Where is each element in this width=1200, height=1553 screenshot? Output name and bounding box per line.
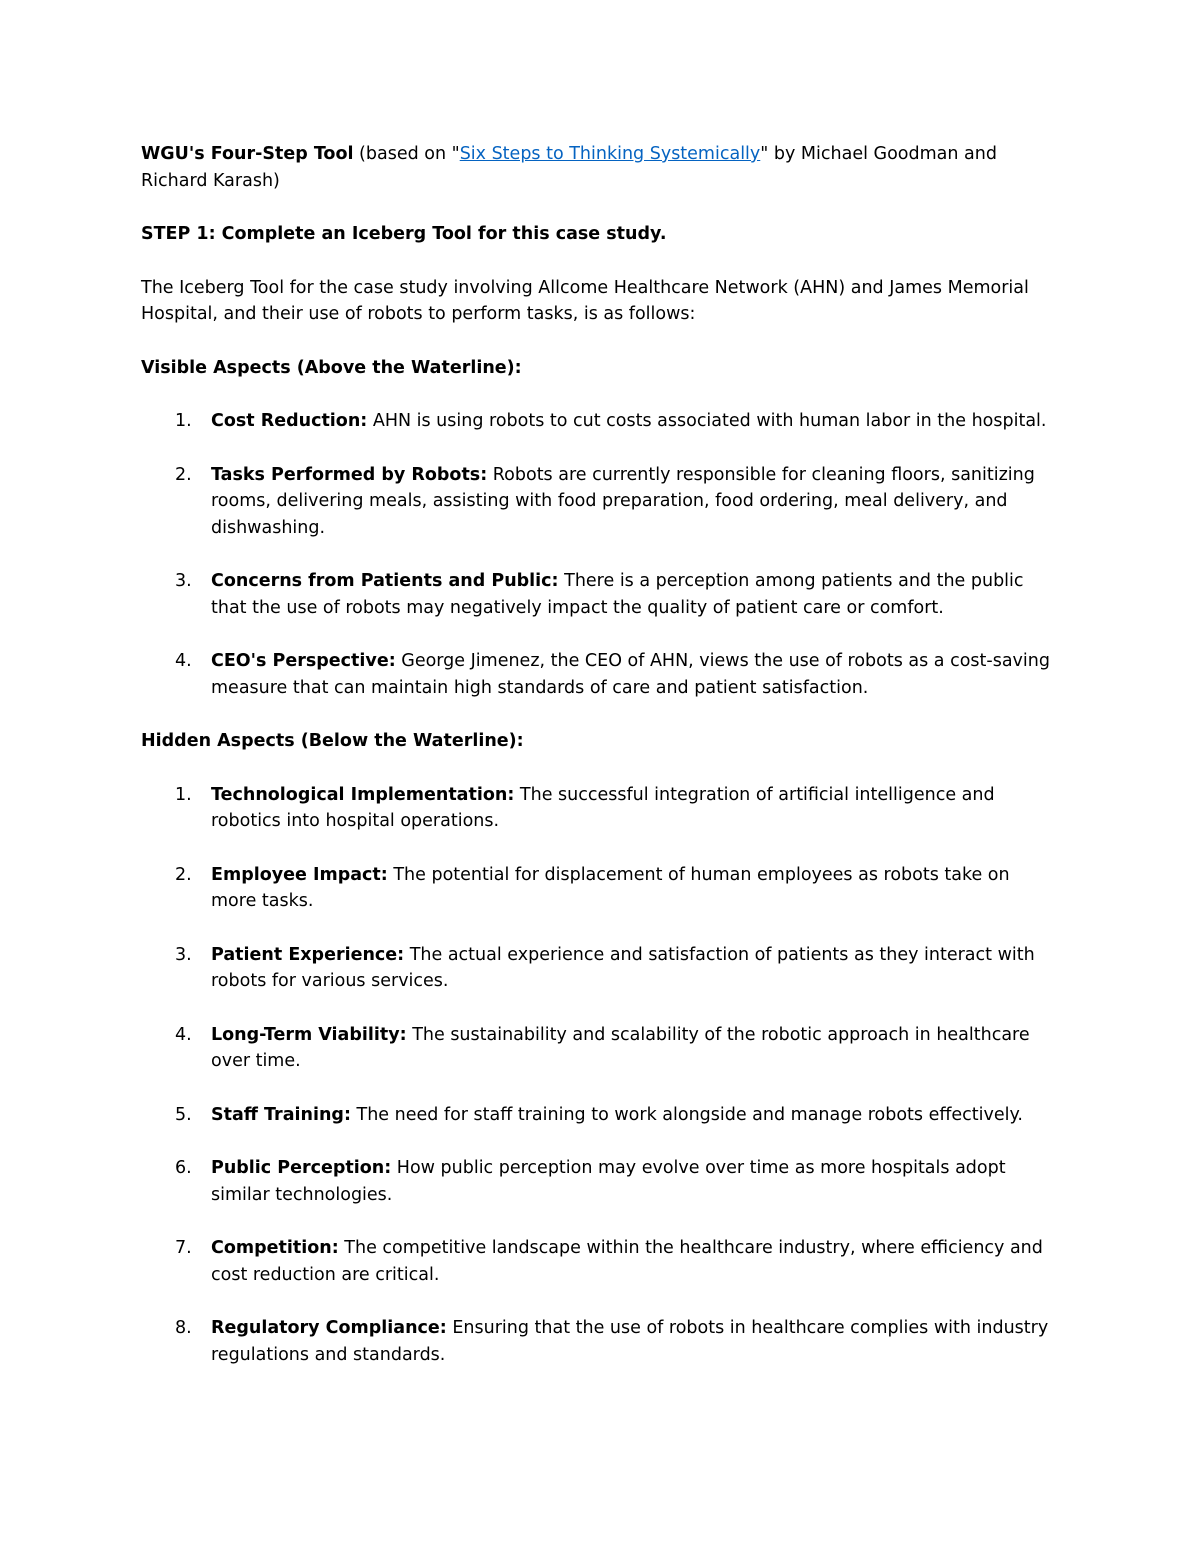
item-text: There is a perception among patients and the public that the use of robots may negatively impact the quality of patient care or comfort. (211, 571, 1024, 618)
list-item (141, 648, 1059, 701)
source-link[interactable]: Six Steps to Thinking Systemically (459, 144, 761, 164)
hidden-heading-text: Hidden Aspects (Below the Waterline): (141, 731, 524, 751)
item-number: 4. (175, 651, 192, 671)
visible-heading-text: Visible Aspects (Above the Waterline): (141, 357, 522, 378)
item-number: 2. (175, 464, 192, 485)
visible-aspects-list (141, 408, 1059, 701)
item-term: Cost Reduction: (211, 411, 368, 431)
list-item (141, 408, 1059, 435)
item-text: The need for staff training to work alongside and manage robots effectively. (350, 1104, 1023, 1125)
intro-paragraph (141, 141, 1059, 194)
item-number: 2. (175, 864, 192, 885)
step1-paragraph: The Iceberg Tool for the case study involving Allcome Healthcare Network (AHN) and James Memorial Hospital, and their use of robots to perform tasks, is as follows: (141, 277, 1029, 324)
item-number: 7. (175, 1238, 192, 1258)
item-term: Long-Term Viability: (211, 1024, 407, 1045)
item-term: Regulatory Compliance: (211, 1318, 447, 1338)
item-term: Patient Experience: (211, 944, 405, 965)
document-body (141, 141, 1059, 1395)
list-item (141, 462, 1059, 542)
item-text: George Jimenez, the CEO of AHN, views the use of robots as a cost-saving measure that can maintain high standards of care and patient satisfaction. (211, 651, 1050, 698)
item-text: The potential for displacement of human employees as robots take on more tasks. (211, 864, 1010, 911)
item-text: The actual experience and satisfaction of patients as they interact with robots for various services. (211, 944, 1035, 991)
item-term: Public Perception: (211, 1158, 392, 1178)
item-text: Robots are currently responsible for cleaning floors, sanitizing rooms, delivering meals, assisting with food preparation, food ordering, meal delivery, and dishwashing. (211, 464, 1035, 538)
item-number: 1. (175, 784, 192, 805)
list-item (141, 1155, 1059, 1208)
item-number: 5. (175, 1104, 192, 1125)
intro-pre-link: (based on " (353, 144, 460, 164)
item-text: Ensuring that the use of robots in healthcare complies with industry regulations and standards. (211, 1318, 1049, 1365)
step1-heading-text: STEP 1: Complete an Iceberg Tool for this case study. (141, 224, 667, 244)
list-item (141, 1315, 1059, 1368)
item-text: AHN is using robots to cut costs associated with human labor in the hospital. (367, 411, 1047, 431)
item-text: How public perception may evolve over time as more hospitals adopt similar technologies. (211, 1158, 1006, 1205)
item-term: Concerns from Patients and Public: (211, 571, 559, 591)
item-term: Tasks Performed by Robots: (211, 464, 488, 485)
item-term: Technological Implementation: (211, 784, 515, 805)
item-term: Competition: (211, 1238, 339, 1258)
item-term: Employee Impact: (211, 864, 388, 885)
item-number: 4. (175, 1024, 192, 1045)
item-term: CEO's Perspective: (211, 651, 396, 671)
list-item (141, 1022, 1059, 1075)
item-number: 8. (175, 1318, 192, 1338)
hidden-heading (141, 728, 1059, 755)
list-item (141, 1235, 1059, 1288)
item-text: The sustainability and scalability of the robotic approach in healthcare over time. (211, 1024, 1030, 1071)
tool-title: WGU's Four-Step Tool (141, 144, 354, 164)
hidden-aspects-list (141, 782, 1059, 1369)
item-number: 3. (175, 944, 192, 965)
item-number: 6. (175, 1158, 192, 1178)
list-item (141, 942, 1059, 995)
item-text: The competitive landscape within the healthcare industry, where efficiency and cost reduction are critical. (211, 1238, 1043, 1285)
item-number: 3. (175, 571, 192, 591)
step1-heading (141, 221, 1059, 248)
list-item (141, 862, 1059, 915)
list-item (141, 1102, 1059, 1129)
item-term: Staff Training: (211, 1104, 351, 1125)
intro-post-link: " by Michael Goodman and Richard Karash) (141, 144, 997, 191)
visible-heading (141, 355, 1059, 382)
item-number: 1. (175, 411, 192, 431)
list-item (141, 568, 1059, 621)
item-text: The successful integration of artificial intelligence and robotics into hospital operations. (211, 784, 995, 831)
list-item (141, 782, 1059, 835)
